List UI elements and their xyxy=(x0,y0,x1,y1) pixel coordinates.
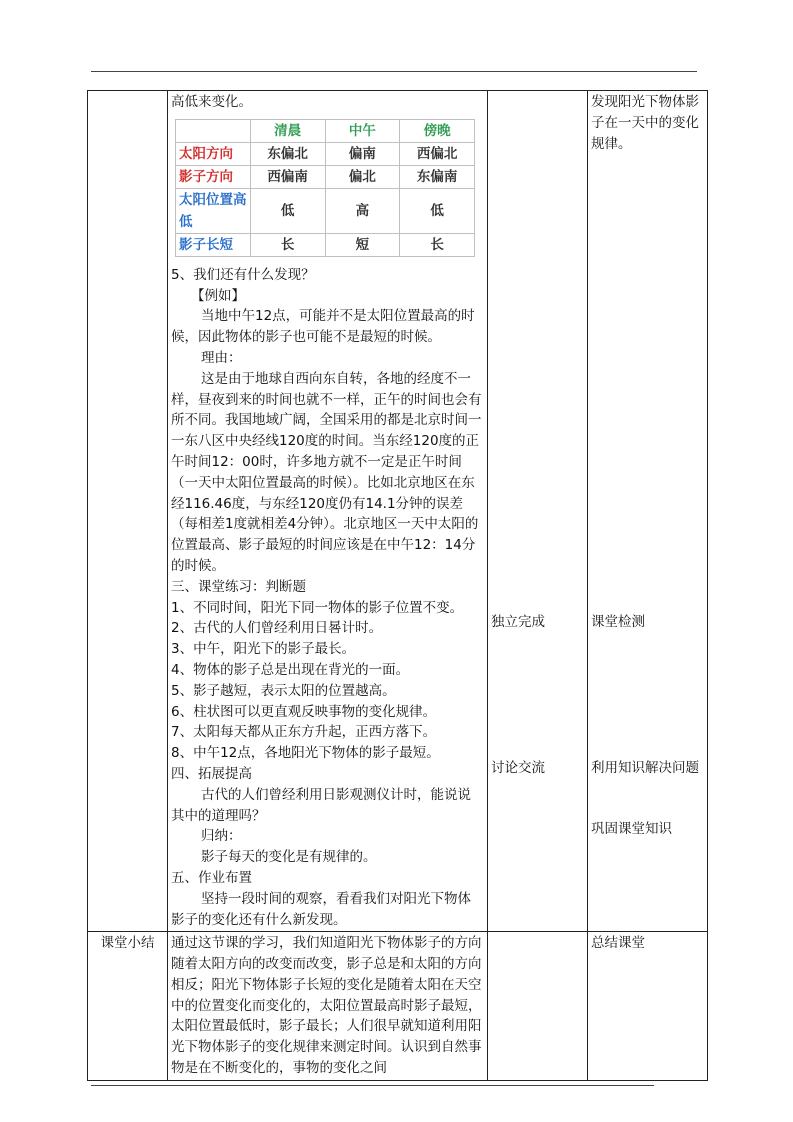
extend-title: 四、拓展提高 xyxy=(171,765,252,782)
reason-label: 理由： xyxy=(201,349,242,366)
extend-text: 古代的人们曾经利用日影观测仪计时，能说说其中的道理吗？ xyxy=(171,786,471,824)
reason-text: 这是由于地球自西向东自转，各地的经度不一样，昼夜到来的时间也就不一样，正午的时间也会有所不同。我国地域广阔，全国采用的都是北京时间一一东八区中央经线120度的时间。当东经120度的正午时间12：00时，许多地方就不一定是正午时间（一天中太阳位置最高的时候）。比如北京地区在东经116.46度，与东经120度仍有14.1分钟的误差（每相差1度就相差4分钟）。北京地区一天中太阳的位置最高、影子最短的时间应该是在中午12：14分的时候。 xyxy=(171,370,482,574)
spacer xyxy=(491,633,584,758)
header-rule xyxy=(91,71,697,72)
intro-line: 高低来变化。 xyxy=(171,94,252,110)
summary-intent-cell: 总结课堂 xyxy=(588,932,708,1081)
student-activity-cell xyxy=(488,91,588,932)
summary-text-cell: 通过这节课的学习，我们知道阳光下物体影子的方向随着太阳方向的改变而改变，影子总是和太阳的方向相反；阳光下物体影子长短的变化是随着太阳在天空中的位置变化而变化的，太阳位置最高时影子最短，太阳位置最低时，影子最长；人们很早就知道利用阳光下物体影子的变化规律来测定时间。认识到自然事物是在不断变化的，事物的变化之间 xyxy=(168,932,488,1081)
sun-table-row xyxy=(176,233,475,256)
spacer xyxy=(591,633,704,758)
table-cell: 低 xyxy=(250,188,325,233)
practice-item-3: 3、中午，阳光下的影子最长。 xyxy=(171,641,356,658)
summary-label-cell: 课堂小结 xyxy=(88,932,168,1081)
teacher-activity-cell xyxy=(168,91,488,932)
intent-apply: 利用知识解决问题 xyxy=(591,760,699,777)
example-label: 【例如】 xyxy=(191,287,245,304)
table-cell: 高 xyxy=(325,188,400,233)
design-intent-cell xyxy=(588,91,708,932)
table-cell: 短 xyxy=(325,233,400,256)
header-evening: 傍晚 xyxy=(400,119,475,142)
stage-cell xyxy=(88,91,168,932)
summary-text: 影子每天的变化是有规律的。 xyxy=(201,849,377,866)
sun-table-row xyxy=(176,142,475,165)
table-cell: 西偏南 xyxy=(250,165,325,188)
table-cell: 低 xyxy=(400,188,475,233)
practice-item-8: 8、中午12点，各地阳光下物体的影子最短。 xyxy=(171,745,440,762)
example-text: 当地中午12点，可能并不是太阳位置最高的时候，因此物体的影子也可能不是最短的时候。 xyxy=(171,308,475,346)
row-label-shadow-direction: 影子方向 xyxy=(176,165,251,188)
practice-item-6: 6、柱状图可以更直观反映事物的变化规律。 xyxy=(171,703,437,720)
table-cell: 西偏北 xyxy=(400,142,475,165)
activity-discussion: 讨论交流 xyxy=(491,759,545,776)
activity-independent: 独立完成 xyxy=(491,614,545,630)
practice-item-4: 4、物体的影子总是出现在背光的一面。 xyxy=(171,661,410,678)
homework-text: 坚持一段时间的观察，看看我们对阳光下物体影子的变化还有什么新发现。 xyxy=(171,890,471,928)
practice-item-1: 1、不同时间，阳光下同一物体的影子位置不变。 xyxy=(171,599,464,616)
intent-consolidate: 巩固课堂知识 xyxy=(591,820,672,837)
table-cell: 东偏北 xyxy=(250,142,325,165)
spacer xyxy=(591,779,704,819)
practice-item-7: 7、太阳每天都从正东方升起，正西方落下。 xyxy=(171,724,437,741)
intent-discover: 发现阳光下物体影子在一天中的变化规律。 xyxy=(591,94,699,152)
summary-row xyxy=(88,932,708,1081)
intent-check: 课堂检测 xyxy=(591,614,645,631)
practice-item-5: 5、影子越短，表示太阳的位置越高。 xyxy=(171,682,396,699)
sun-table-row xyxy=(176,188,475,233)
header-morning: 清晨 xyxy=(250,119,325,142)
teaching-process-row xyxy=(88,91,708,932)
table-cell: 偏南 xyxy=(325,142,400,165)
table-cell: 东偏南 xyxy=(400,165,475,188)
lesson-plan-table xyxy=(87,90,708,1081)
spacer xyxy=(591,154,704,612)
spacer xyxy=(491,92,584,612)
sun-shadow-table xyxy=(175,119,475,257)
sun-table-corner xyxy=(176,119,251,142)
practice-title: 三、课堂练习：判断题 xyxy=(171,578,306,595)
question-5: 5、我们还有什么发现？ xyxy=(171,266,315,283)
table-cell: 长 xyxy=(250,233,325,256)
sun-table-header-row xyxy=(176,119,475,142)
practice-item-2: 2、古代的人们曾经利用日晷计时。 xyxy=(171,620,383,637)
footer-rule xyxy=(91,1085,654,1086)
summary-label: 归纳： xyxy=(201,828,242,845)
sun-table-row xyxy=(176,165,475,188)
row-label-sun-height: 太阳位置高低 xyxy=(176,188,251,233)
header-noon: 中午 xyxy=(325,119,400,142)
homework-title: 五、作业布置 xyxy=(171,869,252,886)
table-cell: 长 xyxy=(400,233,475,256)
row-label-shadow-length: 影子长短 xyxy=(176,233,251,256)
summary-activity-cell xyxy=(488,932,588,1081)
row-label-sun-direction: 太阳方向 xyxy=(176,142,251,165)
table-cell: 偏北 xyxy=(325,165,400,188)
